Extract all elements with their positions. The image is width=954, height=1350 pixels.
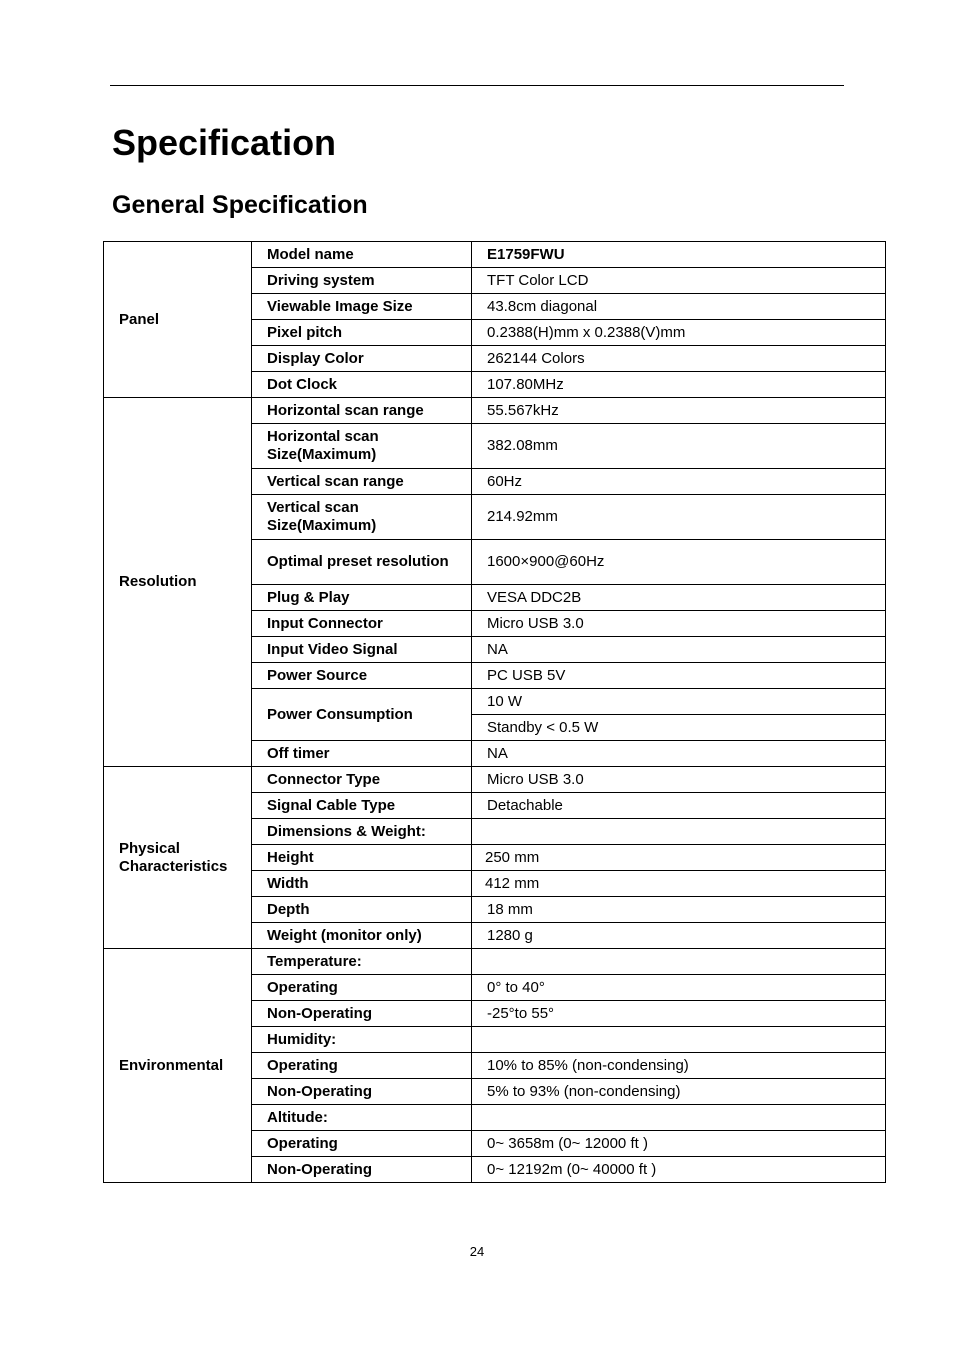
spec-value: NA (472, 637, 886, 663)
spec-value: VESA DDC2B (472, 585, 886, 611)
spec-value: 1280 g (472, 923, 886, 949)
spec-label: Dimensions & Weight: (252, 819, 472, 845)
spec-label: Display Color (252, 346, 472, 372)
spec-label: Humidity: (252, 1027, 472, 1053)
spec-label: Non-Operating (252, 1079, 472, 1105)
spec-value: 10 W (472, 689, 886, 715)
category-panel: Panel (104, 242, 252, 398)
spec-label: Dot Clock (252, 372, 472, 398)
table-row (104, 242, 886, 268)
spec-label: Operating (252, 975, 472, 1001)
spec-value: 214.92mm (472, 495, 886, 540)
spec-value: 43.8cm diagonal (472, 294, 886, 320)
page-title: Specification (112, 122, 337, 163)
spec-value: 107.80MHz (472, 372, 886, 398)
spec-value: 5% to 93% (non-condensing) (472, 1079, 886, 1105)
spec-label: Input Video Signal (252, 637, 472, 663)
spec-label: Vertical scan range (252, 469, 472, 495)
spec-value: 382.08mm (472, 424, 886, 469)
table-row (104, 398, 886, 424)
spec-value: 0° to 40° (472, 975, 886, 1001)
spec-label: Vertical scan Size(Maximum) (252, 495, 472, 540)
spec-label: Height (252, 845, 472, 871)
spec-value (472, 819, 886, 845)
spec-label: Operating (252, 1053, 472, 1079)
spec-label: Optimal preset resolution (252, 540, 472, 585)
page-number: 24 (469, 1244, 485, 1259)
spec-label: Power Source (252, 663, 472, 689)
spec-label: Horizontal scan Size(Maximum) (252, 424, 472, 469)
spec-value: 0.2388(H)mm x 0.2388(V)mm (472, 320, 886, 346)
spec-value: Detachable (472, 793, 886, 819)
table-row (104, 767, 886, 793)
spec-value: Micro USB 3.0 (472, 611, 886, 637)
spec-label: Pixel pitch (252, 320, 472, 346)
spec-value: 10% to 85% (non-condensing) (472, 1053, 886, 1079)
spec-value: 412 mm (472, 871, 886, 897)
category-resolution: Resolution (104, 398, 252, 767)
spec-value: TFT Color LCD (472, 268, 886, 294)
spec-value: 55.567kHz (472, 398, 886, 424)
spec-label: Operating (252, 1131, 472, 1157)
spec-value: PC USB 5V (472, 663, 886, 689)
spec-value (472, 1027, 886, 1053)
spec-table (103, 241, 886, 1183)
spec-label: Altitude: (252, 1105, 472, 1131)
spec-label: Off timer (252, 741, 472, 767)
header-rule (110, 85, 844, 86)
spec-label: Width (252, 871, 472, 897)
spec-label: Weight (monitor only) (252, 923, 472, 949)
spec-value: -25°to 55° (472, 1001, 886, 1027)
category-environmental: Environmental (104, 949, 252, 1183)
spec-label: Plug & Play (252, 585, 472, 611)
category-physical: Physical Characteristics (104, 767, 252, 949)
spec-label: Model name (252, 242, 472, 268)
spec-label: Horizontal scan range (252, 398, 472, 424)
spec-value: 0~ 12192m (0~ 40000 ft ) (472, 1157, 886, 1183)
spec-value: 18 mm (472, 897, 886, 923)
spec-label: Temperature: (252, 949, 472, 975)
spec-label: Viewable Image Size (252, 294, 472, 320)
spec-value: 0~ 3658m (0~ 12000 ft ) (472, 1131, 886, 1157)
spec-label: Non-Operating (252, 1157, 472, 1183)
spec-value: E1759FWU (472, 242, 886, 268)
spec-label: Driving system (252, 268, 472, 294)
spec-label: Connector Type (252, 767, 472, 793)
spec-label: Signal Cable Type (252, 793, 472, 819)
table-row (104, 949, 886, 975)
spec-label: Input Connector (252, 611, 472, 637)
spec-value (472, 1105, 886, 1131)
spec-value: 1600×900@60Hz (472, 540, 886, 585)
spec-label: Depth (252, 897, 472, 923)
spec-value: 60Hz (472, 469, 886, 495)
spec-label: Non-Operating (252, 1001, 472, 1027)
spec-value (472, 949, 886, 975)
spec-value: 250 mm (472, 845, 886, 871)
spec-value: Micro USB 3.0 (472, 767, 886, 793)
spec-value: 262144 Colors (472, 346, 886, 372)
section-title: General Specification (112, 191, 368, 219)
spec-value: Standby < 0.5 W (472, 715, 886, 741)
spec-value: NA (472, 741, 886, 767)
spec-label: Power Consumption (252, 689, 472, 741)
